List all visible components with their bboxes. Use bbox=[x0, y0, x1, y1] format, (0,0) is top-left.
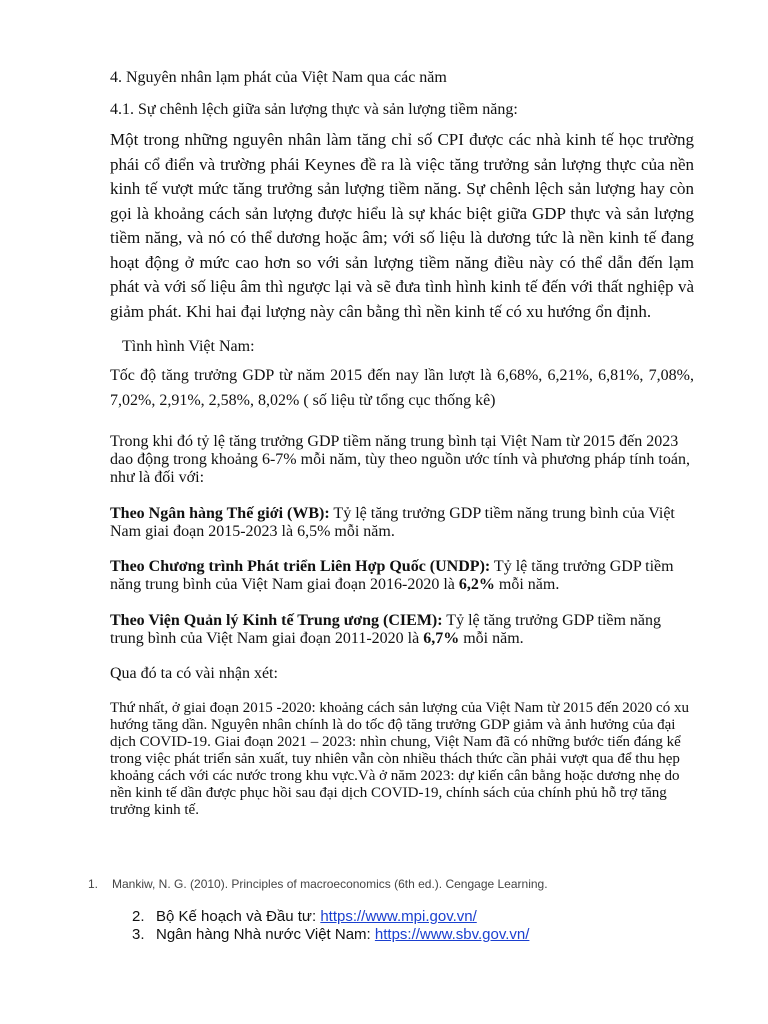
vietnam-situation-label: Tình hình Việt Nam: bbox=[122, 338, 255, 355]
gdp-growth-paragraph: Tốc độ tăng trưởng GDP từ năm 2015 đến nay lần lượt là 6,68%, 6,21%, 6,81%, 7,08%, 7,02%, 2,91%, 2,58%, 8,02% ( số liệu từ tổng cục thống kê) bbox=[110, 367, 694, 409]
reference-item-3 bbox=[132, 926, 529, 944]
reference-number: 2. bbox=[132, 908, 145, 925]
source-name: Theo Chương trình Phát triển Liên Hợp Quốc (UNDP): bbox=[110, 558, 491, 575]
source-value: 6,7% bbox=[423, 630, 460, 647]
source-text-after: mỗi năm. bbox=[494, 576, 560, 593]
reference-item-2 bbox=[132, 908, 477, 926]
reference-text: Ngân hàng Nhà nước Việt Nam: bbox=[156, 926, 375, 943]
source-text: Tỷ lệ tăng trưởng GDP tiềm năng trung bình của Việt Nam giai đoạn 2011-2020 là bbox=[110, 612, 662, 647]
source-item-ciem bbox=[110, 612, 694, 648]
source-item-undp bbox=[110, 558, 694, 594]
intro-paragraph: Một trong những nguyên nhân làm tăng chỉ số CPI được các nhà kinh tế học trường phái cổ điển và trường phái Keynes đề ra là việc tăng trưởng sản lượng thực của nền kinh tế vượt mức tăng trưởng sản lượng tiềm năng. Sự chênh lệch sản lượng hay còn gọi là khoảng cách sản lượng được hiểu là sự khác biệt giữa GDP thực và sản lượng tiềm năng, và nó có thể dương hoặc âm; với số liệu là dương tức là nền kinh tế đang hoạt động ở mức cao hơn so với sản lượng tiềm năng điều này có thể dẫn đến lạm phát và với số liệu âm thì ngược lại và sẽ đưa tình hình kinh tế đến với thất nghiệp và giảm phát. Khi hai đại lượng này cân bằng thì nền kinh tế có xu hướng ổn định. bbox=[110, 130, 694, 321]
source-name: Theo Ngân hàng Thế giới (WB): bbox=[110, 505, 330, 522]
reference-link-mpi[interactable]: https://www.mpi.gov.vn/ bbox=[320, 908, 477, 925]
reference-number: 3. bbox=[132, 926, 145, 943]
reference-text: Bộ Kế hoạch và Đầu tư: bbox=[156, 908, 321, 925]
reference-item-1 bbox=[88, 877, 548, 891]
subsection-heading: 4.1. Sự chênh lệch giữa sản lượng thực và sản lượng tiềm năng: bbox=[110, 101, 518, 118]
reference-number: 1. bbox=[88, 877, 99, 891]
source-text: Tỷ lệ tăng trưởng GDP tiềm năng trung bình của Việt Nam giai đoạn 2015-2023 là 6,5% mỗi năm. bbox=[110, 505, 675, 540]
comments-intro: Qua đó ta có vài nhận xét: bbox=[110, 665, 278, 682]
reference-link-sbv[interactable]: https://www.sbv.gov.vn/ bbox=[374, 926, 530, 943]
source-value: 6,2% bbox=[458, 576, 495, 593]
potential-gdp-paragraph: Trong khi đó tỷ lệ tăng trưởng GDP tiềm năng trung bình tại Việt Nam từ 2015 đến 2023 dao động trong khoảng 6-7% mỗi năm, tùy theo nguồn ước tính và phương pháp tính toán, như là đối với: bbox=[110, 433, 690, 486]
reference-text: Mankiw, N. G. (2010). Principles of macroeconomics (6th ed.). Cengage Learning. bbox=[112, 877, 548, 891]
source-name: Theo Viện Quản lý Kinh tế Trung ương (CIEM): bbox=[110, 612, 443, 629]
source-item-wb bbox=[110, 505, 694, 541]
source-text-after: mỗi năm. bbox=[459, 630, 524, 647]
section-heading: 4. Nguyên nhân lạm phát của Việt Nam qua các năm bbox=[110, 69, 447, 86]
source-text: Tỷ lệ tăng trưởng GDP tiềm năng trung bình của Việt Nam giai đoạn 2016-2020 là bbox=[110, 558, 674, 593]
comments-paragraph: Thứ nhất, ở giai đoạn 2015 -2020: khoảng cách sản lượng của Việt Nam từ 2015 đến 2020 có xu hướng tăng dần. Nguyên nhân chính là do tốc độ tăng trưởng GDP giảm và ảnh hưởng của đại dịch COVID-19. Giai đoạn 2021 – 2023: nhìn chung, Việt Nam đã có những bước tiến đáng kể trong việc phát triển sản xuất, tuy nhiên vẫn còn nhiều thách thức cần phải vượt qua để thu hẹp khoảng cách với các nước trong khu vực.Và ở năm 2023: dự kiến cân bằng hoặc dương nhẹ do nền kinh tế dần được phục hồi sau đại dịch COVID-19, chính sách của chính phủ hỗ trợ tăng trưởng kinh tế. bbox=[110, 700, 689, 818]
